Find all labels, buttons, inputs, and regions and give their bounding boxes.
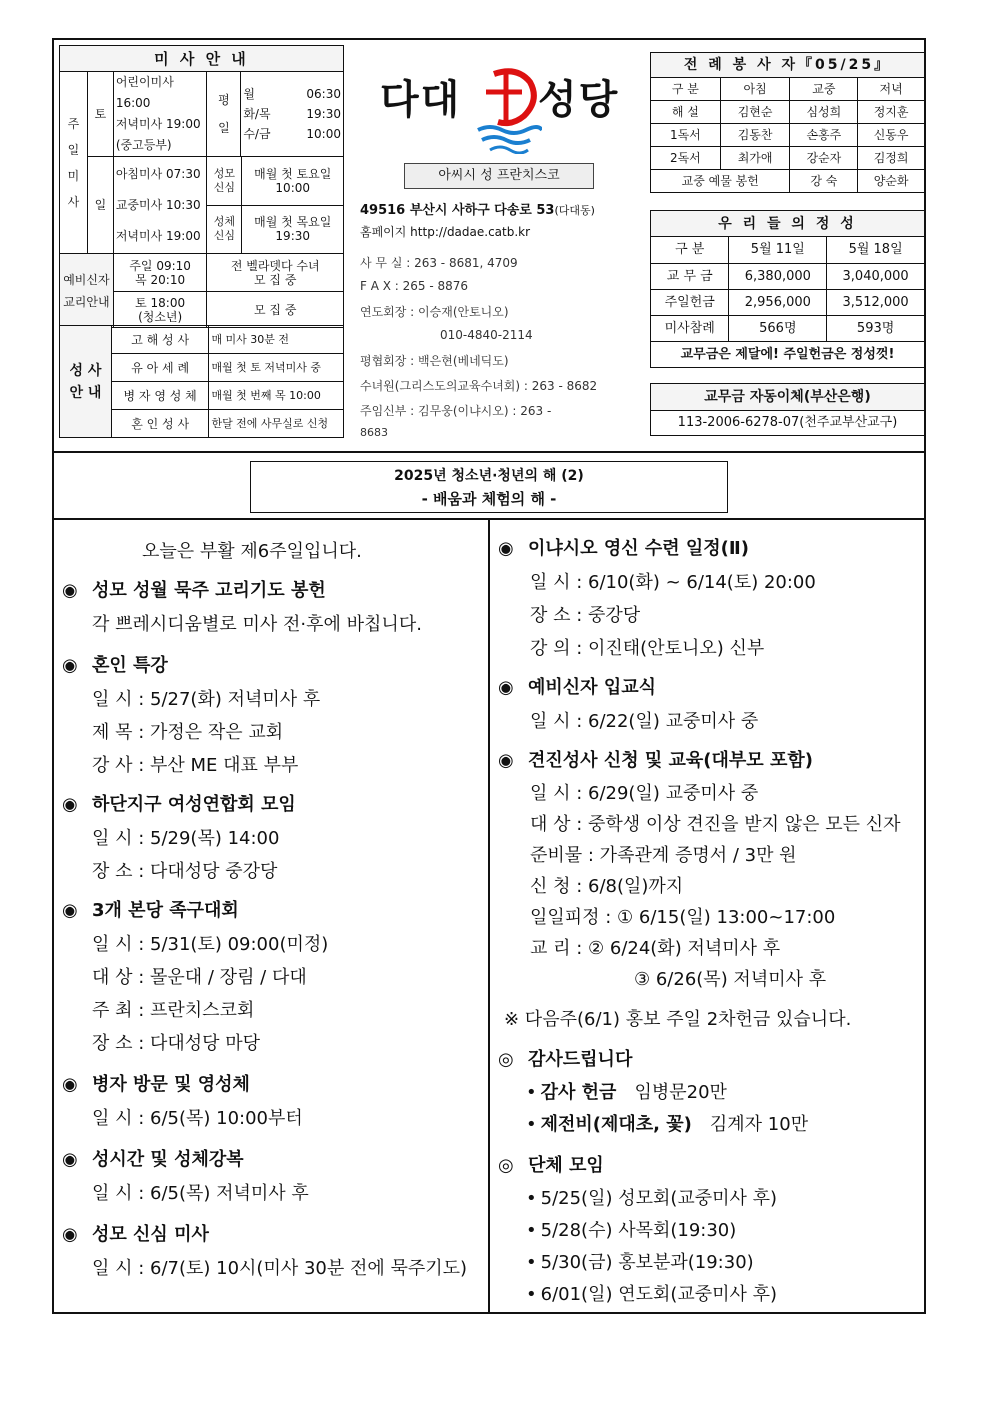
offerings-cell: 주일헌금 — [651, 290, 729, 316]
bullet-icon: ◉ — [62, 794, 78, 815]
sat-mass: 어린이미사 16:00 — [115, 75, 174, 110]
group-text: 5/25(일) 성모회(교중미사 후) — [540, 1188, 778, 1209]
servers-cell: 최가애 — [720, 147, 790, 170]
sacrament-name: 혼 인 성 사 — [111, 410, 209, 438]
bullet-icon: ◉ — [62, 1149, 78, 1170]
notice-title: 병자 방문 및 영성체 — [92, 1074, 250, 1095]
church-logo — [380, 64, 630, 164]
church-name-right: 성당 — [538, 77, 620, 123]
seongmo-text: 매월 첫 토요일 — [254, 166, 332, 181]
sunday-label-1: 주 — [67, 116, 80, 131]
notice-item — [62, 649, 482, 782]
notice-line: ③ 6/26(목) 저녁미사 후 — [634, 969, 827, 990]
notice-title: 혼인 특강 — [92, 655, 168, 676]
notice-line: 장 소 : 다대성당 중강당 — [92, 861, 278, 882]
servers-cell: 정지훈 — [858, 101, 925, 124]
weekday-time: 19:30 — [306, 107, 341, 121]
offerings-cell: 미사참례 — [651, 316, 729, 342]
catechumen-label: 교리안내 — [63, 294, 110, 309]
groups-section — [498, 1149, 918, 1311]
notice-line: 장 소 : 중강당 — [530, 605, 641, 626]
servers-cell: 신동우 — [858, 124, 925, 147]
notice-line: 일 시 : 6/5(목) 10:00부터 — [92, 1108, 303, 1129]
groups-title: 단체 모임 — [528, 1155, 604, 1176]
year-banner — [250, 461, 728, 513]
servers-cell: 손홍주 — [790, 124, 858, 147]
offerings-cell: 2,956,000 — [729, 290, 827, 316]
catechumen-note: 전 벨라뎃다 수녀 — [230, 258, 320, 273]
notice-line: 일 시 : 5/29(목) 14:00 — [92, 828, 280, 849]
seongche-text: 19:30 — [275, 229, 311, 244]
sacrament-name: 병 자 영 성 체 — [111, 382, 209, 410]
sun-mass: 교중미사 10:30 — [115, 197, 201, 212]
weekday-time: 10:00 — [306, 127, 341, 141]
notice-title: 성모 신심 미사 — [92, 1224, 209, 1245]
bullet-icon: ◉ — [498, 538, 514, 559]
notice-item — [62, 894, 482, 1060]
bullet-icon: ◉ — [498, 677, 514, 698]
group-entry — [498, 1183, 918, 1215]
notice-line: 교 리 : ② 6/24(화) 저녁미사 후 — [530, 938, 781, 959]
church-address-suffix: (다대동) — [554, 204, 595, 217]
sunday-label-3: 미 — [67, 168, 80, 183]
notice-title: 3개 본당 족구대회 — [92, 900, 239, 921]
offerings-col: 5월 11일 — [729, 237, 827, 264]
saturday-label: 토 — [87, 72, 113, 157]
sacrament-label: 성 사 — [69, 362, 102, 379]
notice-line: 강 사 : 부산 ME 대표 부부 — [92, 755, 299, 776]
seongmo-label: 성모 — [213, 166, 236, 180]
notice-line: 일 시 : 6/5(목) 저녁미사 후 — [92, 1183, 309, 1204]
sacrament-name: 고 해 성 사 — [111, 326, 209, 354]
offerings-cell: 3,512,000 — [827, 290, 925, 316]
banner-line1: 2025년 청소년·청년의 해 (2) — [394, 468, 584, 484]
offerings-cell: 교 무 금 — [651, 264, 729, 290]
pastor-info-cont: 8683 — [360, 426, 388, 439]
notice-title: 하단지구 여성연합회 모임 — [92, 794, 296, 815]
council-phone: 010-4840-2114 — [440, 328, 533, 342]
bullet-icon: ◉ — [62, 580, 78, 601]
catechumen-time: 목 20:10 — [135, 272, 186, 287]
servers-cell: 교중 예물 봉헌 — [651, 170, 790, 193]
catechumen-time: 토 18:00 — [135, 295, 186, 310]
notice-line: 강 의 : 이진태(안토니오) 신부 — [530, 638, 765, 659]
dot-icon: • — [526, 1220, 537, 1241]
servers-cell: 2독서 — [651, 147, 721, 170]
group-text: 6/01(일) 연도회(교중미사 후) — [540, 1284, 778, 1305]
sacrament-text: 매월 첫 번째 목 10:00 — [209, 382, 344, 410]
weekday-day: 수/금 — [243, 127, 271, 141]
dot-icon: • — [526, 1188, 537, 1209]
servers-cell: 양순화 — [858, 170, 925, 193]
sunday-label-2: 일 — [67, 142, 80, 157]
catechumen-note: 모 집 중 — [207, 292, 344, 328]
catechumen-time: 주일 09:10 — [129, 258, 191, 273]
notice-line: 일 시 : 6/29(일) 교중미사 중 — [530, 783, 759, 804]
patron-box: 아씨시 성 프란치스코 — [404, 163, 594, 189]
notice-item — [62, 1068, 482, 1135]
notice-item — [498, 744, 918, 995]
notice-title: 이냐시오 영신 수련 일정(Ⅱ) — [528, 538, 749, 559]
office-phone: 사 무 실 : 263 - 8681, 4709 — [360, 256, 518, 270]
bullet-icon: ◉ — [62, 1224, 78, 1245]
catechumen-time: (청소년) — [138, 309, 183, 324]
thanks-value: 임병문20만 — [634, 1082, 727, 1103]
offerings-cell: 566명 — [729, 316, 827, 342]
thanks-label: 제전비(제대초, 꽃) — [540, 1114, 692, 1135]
sacrament-name: 유 아 세 례 — [111, 354, 209, 382]
bullet-icon: ◉ — [498, 750, 514, 771]
notice-title: 예비신자 입교식 — [528, 677, 656, 698]
church-name-left: 다대 — [380, 77, 462, 123]
offerings-col: 구 분 — [651, 237, 729, 264]
sacrament-text: 매월 첫 토 저녁미사 중 — [209, 354, 344, 382]
sat-mass: 저녁미사 19:00 — [115, 117, 201, 131]
sun-mass: 저녁미사 19:00 — [115, 228, 201, 243]
dot-icon: • — [526, 1252, 537, 1273]
headline: 오늘은 부활 제6주일입니다. — [142, 541, 362, 562]
sacrament-text: 한달 전에 사무실로 신청 — [209, 410, 344, 438]
servers-title: 전 례 봉 사 자『05/25』 — [651, 53, 925, 78]
bullet-icon: ◉ — [62, 655, 78, 676]
servers-cell: 해 설 — [651, 101, 721, 124]
column-divider — [488, 518, 490, 1314]
notice-line: 대 상 : 몰운대 / 장림 / 다대 — [92, 967, 307, 988]
weekday-day: 월 — [243, 87, 255, 101]
notice-line: 대 상 : 중학생 이상 견진을 받지 않은 모든 신자 — [530, 814, 901, 835]
fax-number: F A X : 265 - 8876 — [360, 279, 469, 293]
mass-guide-table — [59, 45, 344, 328]
council-head: 연도회장 : 이승재(안토니오) — [360, 305, 509, 319]
sunday-label-4: 사 — [67, 194, 80, 209]
notice-line: 일 시 : 6/10(화) ~ 6/14(토) 20:00 — [530, 572, 816, 593]
servers-cell: 강 숙 — [790, 170, 858, 193]
notice-line: 장 소 : 다대성당 마당 — [92, 1033, 261, 1054]
seongmo-label: 신심 — [213, 180, 236, 194]
pastoral-head: 평협회장 : 백은현(베네딕도) — [360, 354, 509, 368]
group-entry — [498, 1215, 918, 1247]
notice-line: 일 시 : 5/31(토) 09:00(미정) — [92, 934, 329, 955]
notice-line: 주 최 : 프란치스코회 — [92, 1000, 255, 1021]
auto-transfer-account: 113-2006-6278-07(천주교부산교구) — [651, 411, 925, 436]
thanks-section — [498, 1043, 918, 1141]
notice-line: 일 시 : 6/7(토) 10시(미사 30분 전에 묵주기도) — [92, 1258, 468, 1279]
offerings-table — [650, 210, 925, 368]
thanks-title: 감사드립니다 — [528, 1049, 633, 1070]
weekday-time: 06:30 — [306, 87, 341, 101]
circle-icon: ◎ — [498, 1049, 514, 1070]
notice-item — [498, 532, 918, 665]
notice-line: 준비물 : 가족관계 증명서 / 3만 원 — [530, 845, 797, 866]
seongmo-text: 10:00 — [275, 180, 311, 195]
notice-line: 일 시 : 5/27(화) 저녁미사 후 — [92, 689, 321, 710]
sacrament-table — [59, 325, 344, 438]
offerings-cell: 3,040,000 — [827, 264, 925, 290]
notice-line: 일 시 : 6/22(일) 교중미사 중 — [530, 711, 759, 732]
servers-cell: 1독서 — [651, 124, 721, 147]
notice-line: 제 목 : 가정은 작은 교회 — [92, 722, 284, 743]
group-entry — [498, 1279, 918, 1311]
mass-guide-title: 미 사 안 내 — [60, 46, 344, 72]
header-divider — [52, 451, 926, 453]
offerings-cell: 593명 — [827, 316, 925, 342]
offerings-note: 교무금은 제달에! 주일헌금은 정성껏! — [651, 342, 925, 368]
notice-item — [62, 574, 482, 641]
bullet-icon: ◉ — [62, 900, 78, 921]
seongche-text: 매월 첫 목요일 — [254, 215, 332, 230]
auto-transfer-title: 교무금 자동이체(부산은행) — [651, 384, 925, 411]
sat-mass: (중고등부) — [115, 138, 172, 152]
auto-transfer-table — [650, 383, 925, 436]
church-address-line — [360, 199, 595, 218]
weekday-label: 평 — [218, 93, 230, 107]
offerings-cell: 6,380,000 — [729, 264, 827, 290]
seongche-label: 신심 — [213, 229, 236, 243]
thanks-entry — [498, 1077, 918, 1109]
convent-info: 수녀원(그리스도의교육수녀회) : 263 - 8682 — [360, 379, 598, 393]
thanks-entry — [498, 1109, 918, 1141]
offerings-title: 우 리 들 의 정 성 — [651, 211, 925, 237]
right-column — [498, 532, 918, 1311]
notice-title: 성시간 및 성체강복 — [92, 1149, 244, 1170]
weekday-day: 화/목 — [243, 107, 271, 121]
left-column — [62, 530, 482, 1285]
weekday-label: 일 — [218, 121, 230, 135]
servers-cell: 김현순 — [720, 101, 790, 124]
servers-cell: 김동찬 — [720, 124, 790, 147]
catechumen-label: 예비신자 — [63, 272, 110, 287]
notice-item — [62, 1218, 482, 1285]
notice-item — [62, 1143, 482, 1210]
notice-line: 각 쁘레시디움별로 미사 전·후에 바칩니다. — [92, 614, 422, 635]
servers-table — [650, 52, 925, 193]
notice-item — [498, 671, 918, 738]
notice-line: 일일피정 : ① 6/15(일) 13:00~17:00 — [530, 907, 836, 928]
sunday-label: 일 — [87, 157, 113, 254]
servers-cell: 김정희 — [858, 147, 925, 170]
next-week-notice: ※ 다음주(6/1) 홍보 주일 2차헌금 있습니다. — [504, 1009, 852, 1030]
seongche-label: 성체 — [213, 215, 236, 229]
servers-col: 교중 — [790, 78, 858, 101]
servers-cell: 심성희 — [790, 101, 858, 124]
notice-title: 성모 성월 묵주 고리기도 봉헌 — [92, 580, 326, 601]
sun-mass: 아침미사 07:30 — [115, 166, 201, 181]
bullet-icon: ◉ — [62, 1074, 78, 1095]
homepage[interactable]: 홈페이지 http://dadae.catb.kr — [360, 225, 531, 239]
sacrament-text: 매 미사 30분 전 — [209, 326, 344, 354]
group-entry — [498, 1247, 918, 1279]
servers-cell: 강순자 — [790, 147, 858, 170]
servers-col: 아침 — [720, 78, 790, 101]
servers-col: 저녁 — [858, 78, 925, 101]
notice-title: 견진성사 신청 및 교육(대부모 포함) — [528, 750, 813, 771]
notice-item — [62, 788, 482, 888]
church-emblem-icon — [472, 64, 542, 154]
group-text: 5/28(수) 사목회(19:30) — [540, 1220, 737, 1241]
pastor-info: 주임신부 : 김무웅(이냐시오) : 263 - — [360, 404, 552, 418]
circle-icon: ◎ — [498, 1155, 514, 1176]
notice-line: 신 청 : 6/8(일)까지 — [530, 876, 684, 897]
church-address: 49516 부산시 사하구 다송로 53 — [360, 203, 555, 218]
dot-icon: • — [526, 1114, 537, 1135]
group-text: 5/30(금) 홍보분과(19:30) — [540, 1252, 754, 1273]
servers-col: 구 분 — [651, 78, 721, 101]
offerings-col: 5월 18일 — [827, 237, 925, 264]
thanks-label: 감사 헌금 — [540, 1082, 617, 1103]
catechumen-note: 모 집 중 — [254, 272, 297, 287]
banner-line2: - 배움과 체험의 해 - — [421, 490, 557, 508]
dot-icon: • — [526, 1284, 537, 1305]
sacrament-label: 안 내 — [69, 384, 102, 401]
dot-icon: • — [526, 1082, 537, 1103]
thanks-value: 김계자 10만 — [709, 1114, 809, 1135]
